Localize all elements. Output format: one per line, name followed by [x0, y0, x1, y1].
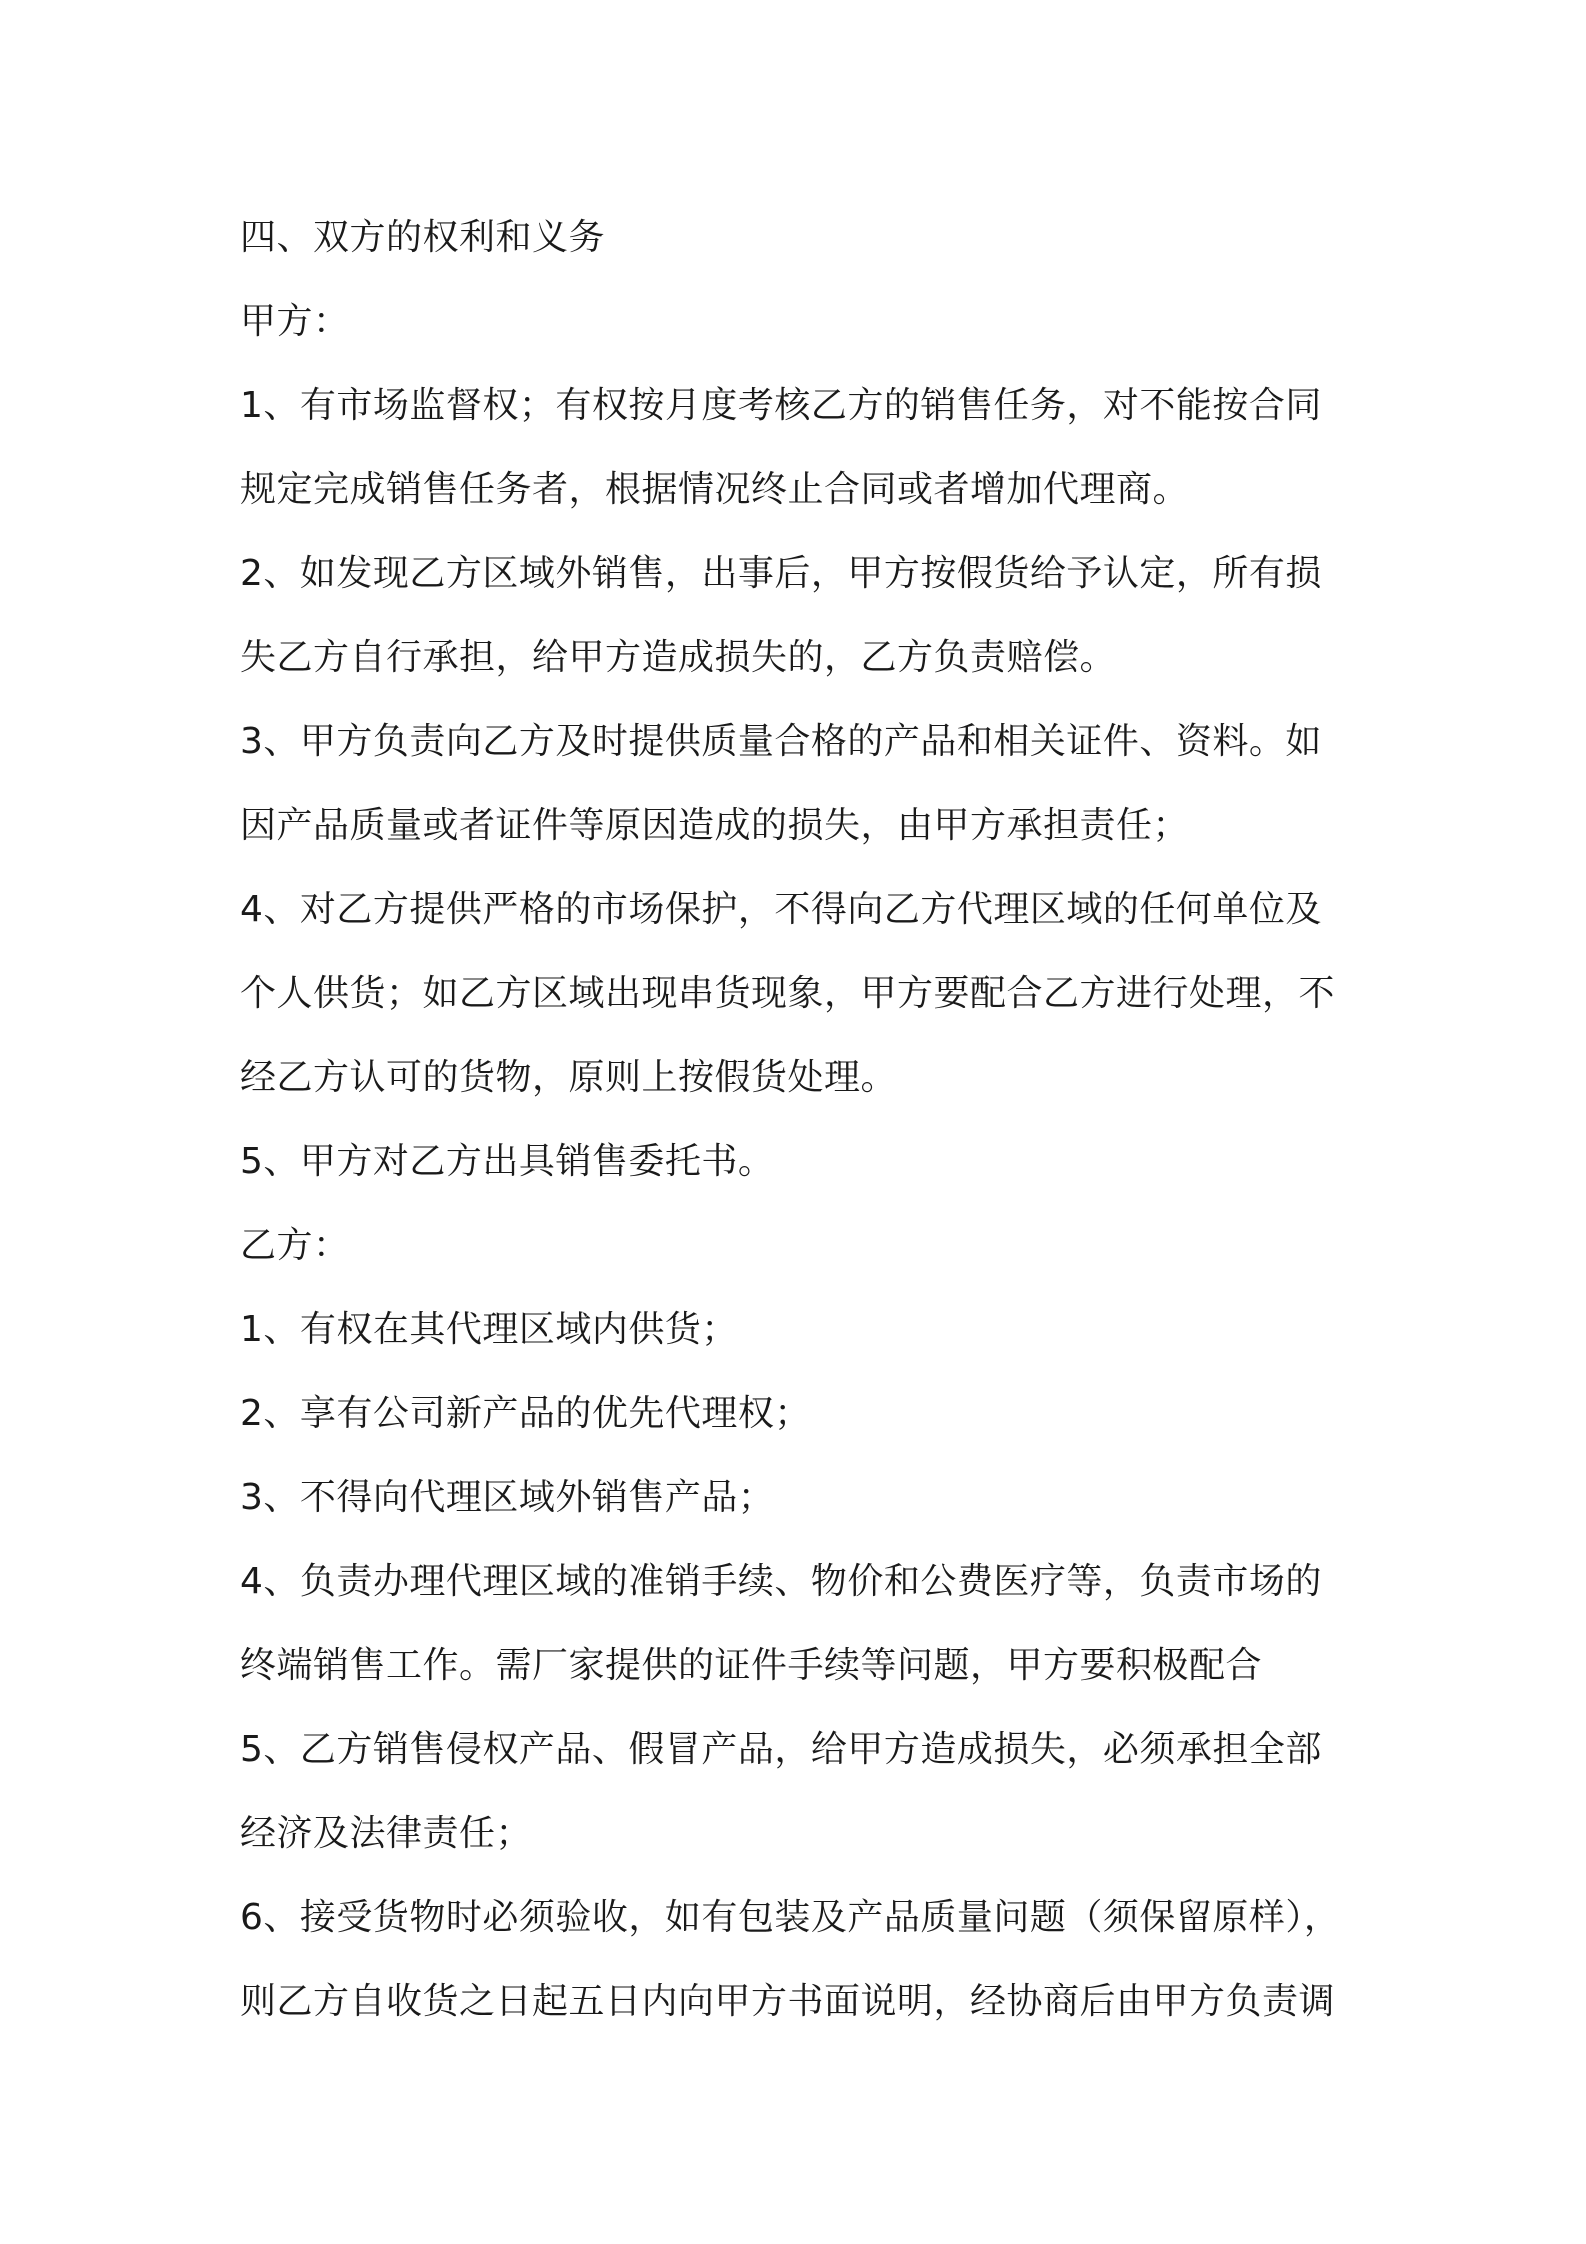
party-b-heading: 乙方： — [240, 1225, 350, 1266]
text-line: 5、甲方对乙方出具销售委托书。 — [240, 1141, 775, 1182]
text-line: 3、甲方负责向乙方及时提供质量合格的产品和相关证件、资料。如 — [240, 721, 1322, 762]
document-body — [240, 196, 1360, 2044]
text-line: 经济及法律责任； — [240, 1813, 533, 1854]
text-line: 失乙方自行承担，给甲方造成损失的，乙方负责赔偿。 — [240, 637, 1117, 678]
section-heading: 四、双方的权利和义务 — [240, 217, 606, 258]
text-line: 2、如发现乙方区域外销售，出事后，甲方按假货给予认定，所有损 — [240, 553, 1322, 594]
text-line: 终端销售工作。需厂家提供的证件手续等问题，甲方要积极配合 — [240, 1645, 1263, 1686]
text-line: 3、不得向代理区域外销售产品； — [240, 1477, 775, 1518]
text-line: 规定完成销售任务者，根据情况终止合同或者增加代理商。 — [240, 469, 1190, 510]
party-a-heading: 甲方： — [240, 301, 350, 342]
text-line: 1、有权在其代理区域内供货； — [240, 1309, 738, 1350]
text-line: 2、享有公司新产品的优先代理权； — [240, 1393, 811, 1434]
text-line: 经乙方认可的货物，原则上按假货处理。 — [240, 1057, 898, 1098]
text-line: 4、对乙方提供严格的市场保护，不得向乙方代理区域的任何单位及 — [240, 889, 1322, 930]
text-line: 1、有市场监督权；有权按月度考核乙方的销售任务，对不能按合同 — [240, 385, 1322, 426]
text-line: 个人供货；如乙方区域出现串货现象，甲方要配合乙方进行处理，不 — [240, 973, 1336, 1014]
text-line: 则乙方自收货之日起五日内向甲方书面说明，经协商后由甲方负责调 — [240, 1981, 1336, 2022]
text-line: 因产品质量或者证件等原因造成的损失，由甲方承担责任； — [240, 805, 1190, 846]
text-line: 5、乙方销售侵权产品、假冒产品，给甲方造成损失，必须承担全部 — [240, 1729, 1322, 1770]
text-line: 4、负责办理代理区域的准销手续、物价和公费医疗等，负责市场的 — [240, 1561, 1322, 1602]
text-line: 6、接受货物时必须验收，如有包装及产品质量问题（须保留原样）， — [240, 1897, 1341, 1938]
